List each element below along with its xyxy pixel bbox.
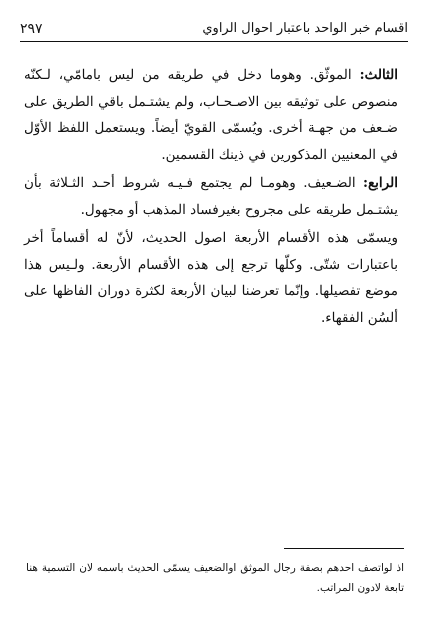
footnote-divider: [284, 548, 404, 549]
paragraph-fourth: [24, 170, 398, 223]
footnote-text: اذ لواتصف احدهم بصفة رجال الموثق اوالضعيف يسمّى الحديث باسمه لان التسمية هنا تابعة لادون المراتب.: [26, 562, 404, 594]
paragraph-summary-text: ويسمّى هذه الأقسام الأربعة اصول الحديث، لأنّ له أقساماً أخر باعتبارات شتّى. وكلّها ترجع إلى هذه الأقسام الأربعة. ولـيس هذا موضع تفصيلها. وإنّما تعرضنا لبيان الأربعة لكثرة دوران الفاظها على ألسُن الفقهاء.: [24, 230, 398, 326]
term-fourth: الرابع:: [363, 175, 398, 191]
paragraph-third-text: الموثّق. وهوما دخل في طريقه من ليس بامامّي، لـكنّه منصوص على توثيقه بين الاصـحـاب، ولم يشتـمل باقي الطريق على ضـعف من جهـة أخرى. ويُسمّى القويّ أيضاً. ويستعمل اللفظ الأوّل في المعنيين المذكورين في ذينك القسمين.: [24, 67, 398, 163]
main-text: [24, 62, 398, 333]
paragraph-fourth-text: الضـعيف. وهومـا لم يجتمع فـيـه شروط أحـد الثـلاثة بأن يشتـمل طريقه على مجروح بغيرفساد المذهب أو مجهول.: [24, 175, 398, 218]
page-header: [20, 18, 408, 42]
page-number: ٢٩٧: [20, 21, 43, 37]
footnote: [26, 558, 404, 598]
paragraph-third: [24, 62, 398, 168]
running-title: اقسام خبر الواحد باعتبار احوال الراوي: [202, 21, 408, 36]
paragraph-summary: [24, 225, 398, 331]
term-third: الثالث:: [359, 67, 398, 83]
